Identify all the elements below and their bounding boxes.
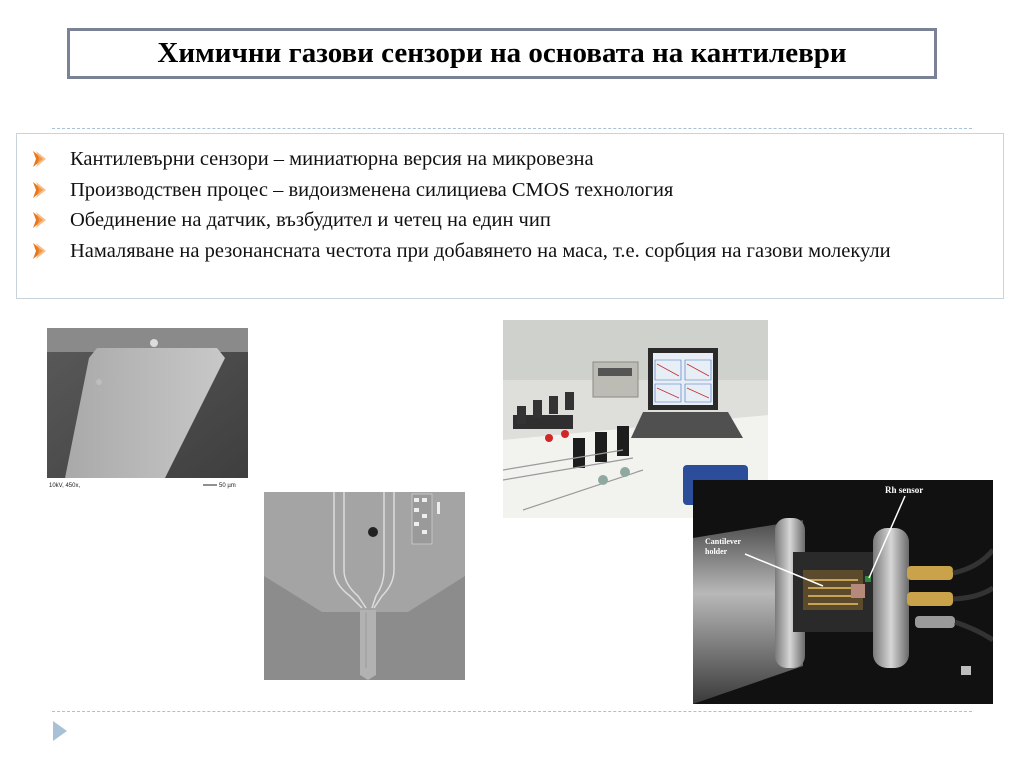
sem-cantilever-tracks-image [264,492,465,680]
arrow-bullet-icon [31,177,51,203]
bullet-text: Обединение на датчик, възбудител и четец на един чип [70,209,551,231]
slide-title: Химични газови сензори на основата на кантилеври [67,28,937,79]
sem-cantilever-image [47,328,248,490]
top-divider [52,128,972,129]
bullet-text: Производствен процес – видоизменена силициева CMOS технология [70,178,674,201]
sensor-chamber-photo [693,480,993,704]
bullet-list [31,144,989,266]
sem1-caption-right: 50 µm [219,483,236,489]
arrow-bullet-icon [31,207,51,233]
bullet-text: Кантилевърни сензори – миниатюрна версия на микровезна [70,148,594,170]
sem1-caption-left: 10kV, 450x, [49,483,81,489]
arrow-bullet-icon [31,146,51,172]
cantilever-label: Cantilever [705,537,741,546]
bullet-item [31,144,989,175]
rh-sensor-label: Rh sensor [885,485,924,495]
bullet-text: Намаляване на резонансната честота при добавянето на маса, т.е. сорбция на газови молекули [70,239,891,262]
arrow-bullet-icon [31,238,51,264]
bullet-item [31,175,989,206]
play-icon[interactable] [53,721,67,741]
bullet-list-box [16,133,1004,299]
bullet-item [31,236,989,267]
bullet-item [31,205,989,236]
bottom-divider [52,711,972,712]
holder-label: holder [705,547,728,556]
